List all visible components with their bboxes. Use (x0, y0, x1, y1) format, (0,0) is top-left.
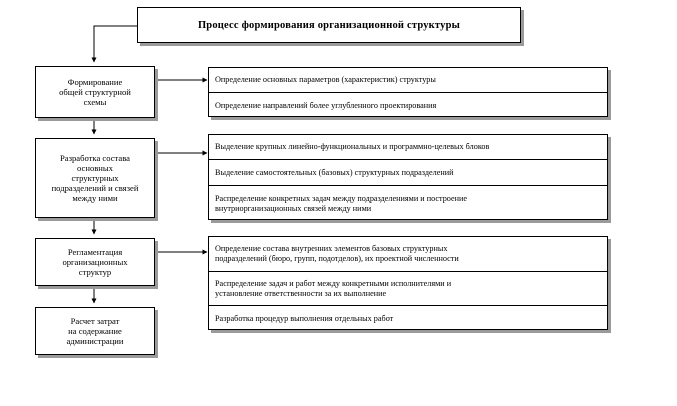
step-1-item-1: Определение основных параметров (характеристик) структуры (215, 75, 436, 84)
step-2-item-3: Распределение конкретных задач между подразделениями и построение внутриорганизационных связей между ними (209, 185, 607, 221)
step-1-item-2: Определение направлений более углубленного проектирования (209, 92, 607, 118)
step-3-box (35, 238, 155, 286)
step-2-item-1: Выделение крупных линейно-функциональных и программно-целевых блоков (215, 142, 490, 151)
step-2-box (35, 138, 155, 218)
step-3-item-2: Распределение задач и работ между конкретными исполнителями и установление ответственности за их выполнение (209, 271, 607, 305)
step-2-details (208, 134, 608, 220)
step-1-box (35, 66, 155, 118)
step-3-item-3: Разработка процедур выполнения отдельных работ (209, 305, 607, 331)
step-2-item-2: Выделение самостоятельных (базовых) структурных подразделений (209, 159, 607, 185)
step-3-item-1: Определение состава внутренних элементов базовых структурных подразделений (бюро, групп, подотделов), их проектной численности (215, 244, 459, 263)
diagram-title: Процесс формирования организационной структуры (137, 7, 521, 43)
step-4-box (35, 307, 155, 355)
step-2-label: Разработка состава основных структурных подразделений и связей между ними (51, 153, 139, 203)
step-3-details (208, 236, 608, 330)
step-4-label: Расчет затрат на содержание администрации (66, 316, 124, 346)
connector-title-to-step-1 (94, 26, 137, 62)
step-1-details (208, 67, 608, 117)
step-3-label: Регламентация организационных структур (62, 247, 128, 277)
step-1-label: Формирование общей структурной схемы (59, 77, 131, 107)
